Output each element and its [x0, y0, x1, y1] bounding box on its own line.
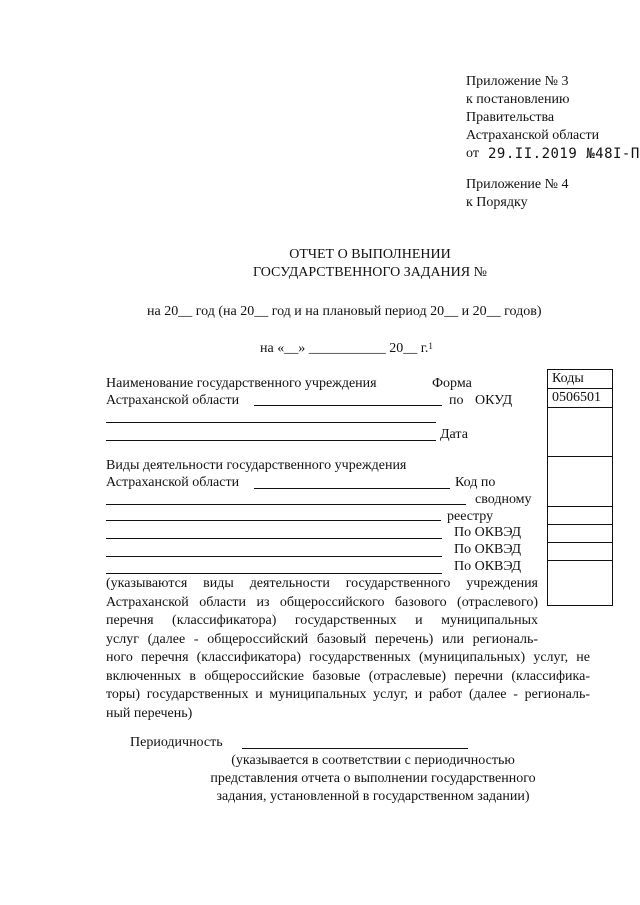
institution-name-label: Наименование государственного учреждения	[106, 376, 377, 391]
note-line: услуг (далее - общероссийский базовый перечень) или региональ-	[106, 631, 538, 647]
okved-code-cell-2[interactable]	[548, 525, 613, 543]
institution-name-field-2[interactable]	[106, 422, 436, 423]
periodicity-note-line1: (указывается в соответствии с периодичностью	[231, 753, 515, 768]
institution-region-label: Астраханской области	[106, 393, 240, 408]
periodicity-note-line2: представления отчета о выполнении государственного	[210, 771, 536, 786]
report-title-line2: ГОСУДАРСТВЕННОГО ЗАДАНИЯ №	[253, 265, 487, 280]
okved-field-3[interactable]	[106, 573, 442, 574]
okved-label-3: По ОКВЭД	[454, 559, 522, 574]
okved-code-cell-3[interactable]	[548, 543, 613, 561]
codes-table	[547, 369, 613, 606]
activities-region-label: Астраханской области	[106, 475, 240, 490]
activities-note	[106, 575, 538, 649]
okved-label-1: По ОКВЭД	[454, 525, 522, 540]
okved-code-cell-1[interactable]	[548, 507, 613, 525]
note-line: Астраханской области из общероссийского базового (отраслевого)	[106, 594, 538, 610]
note-line: перечня (классификатора) государственных и муниципальных	[106, 613, 538, 629]
okved-field-2[interactable]	[106, 556, 442, 557]
registry-code-cell[interactable]	[548, 457, 613, 507]
po-label: по	[449, 393, 464, 408]
note-line: ный перечень)	[106, 705, 193, 721]
form-label: Форма	[432, 376, 472, 391]
activities-field-3[interactable]	[106, 520, 441, 521]
appendix3-line2: к постановлению	[466, 92, 570, 107]
appendix3-line1: Приложение № 3	[466, 74, 569, 89]
periodicity-field[interactable]	[242, 748, 468, 749]
period-line: на 20__ год (на 20__ год и на плановый период 20__ и 20__ годов)	[147, 304, 542, 319]
report-date-line	[260, 340, 433, 358]
empty-code-cell[interactable]	[548, 561, 613, 606]
okud-label: ОКУД	[475, 393, 513, 408]
activities-field-2[interactable]	[106, 504, 466, 505]
okved-label-2: По ОКВЭД	[454, 542, 522, 557]
appendix3-stamp: 29.II.2019 №48I-П	[488, 146, 640, 162]
activities-label: Виды деятельности государственного учреждения	[106, 458, 407, 473]
note-line: включенных в общероссийские базовые (отраслевые) перечни (классифика-	[106, 668, 590, 684]
institution-name-field[interactable]	[254, 405, 442, 406]
appendix3-line3: Правительства	[466, 110, 555, 125]
appendix4-line2: к Порядку	[466, 195, 528, 210]
note-line: (указываются виды деятельности государственного учреждения	[106, 576, 538, 591]
registry-code-label-3: реестру	[447, 509, 494, 524]
periodicity-label: Периодичность	[130, 735, 223, 750]
date-label: Дата	[440, 427, 468, 442]
report-date-text: на «__» ___________ 20__ г.	[260, 341, 429, 356]
registry-code-label-1: Код по	[455, 475, 496, 490]
okud-code-cell: 0506501	[548, 389, 613, 408]
note-line: ного перечня (классификатора) государственных (муниципальных) услуг, не	[106, 650, 590, 665]
date-code-cell[interactable]	[548, 408, 613, 457]
report-title-line1: ОТЧЕТ О ВЫПОЛНЕНИИ	[289, 247, 451, 262]
codes-header: Коды	[548, 370, 613, 389]
activities-field-1[interactable]	[254, 488, 450, 489]
appendix3-line4: Астраханской области	[466, 128, 600, 143]
appendix4-line1: Приложение № 4	[466, 177, 569, 192]
registry-code-label-2: сводному	[475, 492, 532, 507]
periodicity-note-line3: задания, установленной в государственном задании)	[216, 789, 530, 804]
activities-note-cont	[106, 649, 590, 723]
okved-field-1[interactable]	[106, 538, 442, 539]
institution-name-field-3[interactable]	[106, 440, 436, 441]
note-line: торы) государственных и муниципальных услуг, и работ (далее - региональ-	[106, 687, 590, 703]
appendix3-date-prefix: от	[466, 146, 479, 161]
footnote-mark: 1	[428, 341, 433, 351]
